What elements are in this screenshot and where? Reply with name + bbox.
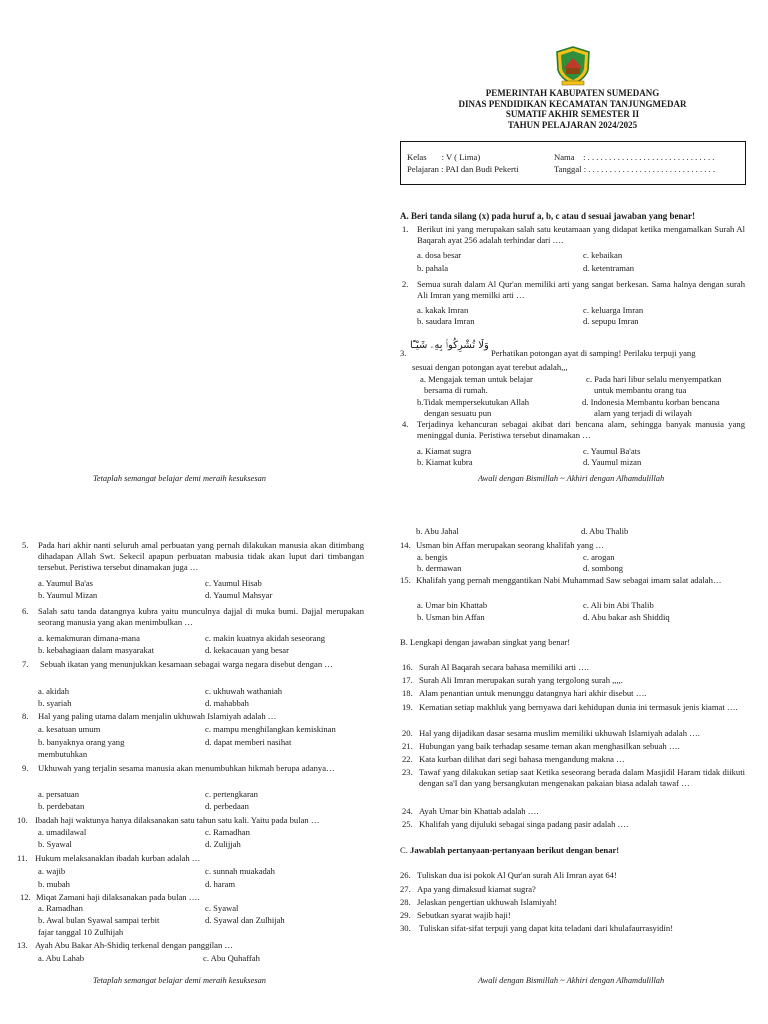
q3-option-d[interactable]: d. Indonesia Membantu korban bencana [582,397,720,407]
section-a-heading: A. Beri tanda silang (x) pada huruf a, b, c atau d sesuai jawaban yang benar! [400,211,696,221]
q6-option-c[interactable]: c. makin kuatnya akidah seseorang [205,633,326,643]
q15-option-c[interactable]: c. Ali bin Abi Thalib [583,600,654,610]
q7-option-b[interactable]: b. syariah [38,698,72,708]
q13-option-c[interactable]: c. Abu Quhaffah [203,953,260,963]
q19-text: Kematian setiap makhluk yang bernyawa dari kehidupan dunia ini termasuk jenis kiamat …. [419,702,738,712]
q14-option-c[interactable]: c. arogan [583,552,615,562]
q3-number: 3. [400,348,407,358]
q4-option-d[interactable]: d. Yaumul mizan [583,457,642,467]
q3-option-a[interactable]: a. Mengajak teman untuk belajar [420,374,533,384]
q3-text-line-1: Perhatikan potongan ayat di samping! Perilaku terpuji yang [491,348,696,358]
q11-option-a[interactable]: a. wajib [38,866,66,876]
q3-option-c[interactable]: c. Pada hari libur selalu menyempatkan [586,374,722,384]
q17-number: 17. [402,675,413,685]
q9-option-b[interactable]: b. perdebatan [38,801,85,811]
q1-option-a[interactable]: a. dosa besar [417,250,462,260]
q27-number: 27. [400,884,411,894]
header-line-2: DINAS PENDIDIKAN KECAMATAN TANJUNGMEDAR [458,98,687,109]
q3-option-b[interactable]: b.Tidak mempersekutukan Allah [417,397,530,407]
q4-option-c[interactable]: c. Yaumul Ba'ats [583,446,641,456]
q10-text: Ibadah haji waktunya hanya dilaksanakan satu tahun satu kali. Yaitu pada bulan … [35,815,320,825]
header-line-3: SUMATIF AKHIR SEMESTER II [505,109,640,119]
q7-option-d[interactable]: d. mahabbah [205,698,249,708]
q12-number: 12. [20,892,31,902]
q9-option-a[interactable]: a. persatuan [38,789,80,799]
q8-option-d[interactable]: d. dapat memberi nasihat [205,737,292,747]
q28-text: Jelaskan pengertian ukhuwah Islamiyah! [417,897,558,907]
q5-option-a[interactable]: a. Yaumul Ba'as [38,578,94,588]
q15-option-d[interactable]: d. Abu bakar ash Shiddiq [583,612,670,622]
q4-option-a[interactable]: a. Kiamat sugra [417,446,472,456]
q7-option-a[interactable]: a. akidah [38,686,70,696]
q24-number: 24. [402,806,413,816]
q14-option-a[interactable]: a. bengis [417,552,448,562]
q15-number: 15. [400,575,411,585]
q2-number: 2. [402,279,409,289]
q9-option-d[interactable]: d. perbedaan [205,801,249,811]
q4-text: Terjadinya kehancuran sebagai akibat dari bencana alam, sehingga banyak manusia yang meninggal dunia. Peristiwa tersebut dinamakan … [417,419,745,441]
q22-number: 22. [402,754,413,764]
q9-number: 9. [22,763,29,773]
q18-number: 18. [402,688,413,698]
q13-number: 13. [17,940,28,950]
q10-number: 10. [17,815,28,825]
header-line-4: TAHUN PELAJARAN 2024/2025 [507,119,638,130]
q10-option-d[interactable]: d. Zulijjah [205,839,241,849]
q3-option-c-cont: untuk membantu orang tua [594,385,687,395]
q6-option-a[interactable]: a. kemakmuran dimana-mana [38,633,140,643]
q1-option-b[interactable]: b. pahala [417,263,449,273]
q5-number: 5. [22,540,29,550]
q20-number: 20. [402,728,413,738]
section-b-heading: B. Lengkapi dengan jawaban singkat yang benar! [400,637,571,647]
section-c-title: Jawablah pertanyaan-pertanyaan berikut dengan benar! [410,845,620,855]
q5-option-b[interactable]: b. Yaumul Mizan [38,590,98,600]
q16-text: Surah Al Baqarah secara bahasa memiliki arti …. [419,662,589,672]
q26-text: Tuliskan dua isi pokok Al Qur'an surah Ali Imran ayat 64! [417,870,617,880]
q3-text-line-2: sesuai dengan potongan ayat terebut adalah,,, [412,362,568,372]
nama-field[interactable]: Nama : . . . . . . . . . . . . . . . . . . . . . . . . . . . . . . [554,152,715,162]
footer-left-motto-bottom: Tetaplah semangat belajar demi meraih kesuksesan [93,976,266,985]
q3-arabic-verse: وَلَا تُشْرِكُوا۟ بِهِۦ شَيْـًٔا [410,340,489,351]
q2-option-b[interactable]: b. saudara Imran [417,316,475,326]
q22-text: Kata kurban dilihat dari segi bahasa mengandung makna … [419,754,625,764]
q14-text: Usman bin Affan merupakan seorang khalifah yang … [416,540,605,550]
kabupaten-sumedang-logo [555,46,591,86]
q21-text: Hubungan yang baik terhadap sesame teman akan menghasilkan sebuah …. [419,741,680,751]
section-c-letter: C. [400,845,411,855]
q10-option-c[interactable]: c. Ramadhan [205,827,250,837]
q8-option-c[interactable]: c. mampu menghilangkan kemiskinan [205,724,336,734]
q1-text: Berikut ini yang merupakan salah satu keutamaan yang didapat ketika mengamalkan Surah Al Baqarah ayat 256 adalah terhindar dari …. [417,224,745,246]
header-line-1: PEMERINTAH KABUPATEN SUMEDANG [485,88,660,98]
q10-option-b[interactable]: b. Syawal [38,839,72,849]
q4-option-b[interactable]: b. Kiamat kubra [417,457,473,467]
q5-option-d[interactable]: d. Yaumul Mahsyar [205,590,273,600]
q6-option-b[interactable]: b. kebahagiaan dalam masyarakat [38,645,154,655]
q4-number: 4. [402,419,409,429]
q29-text: Sebutkan syarat wajib haji! [417,910,511,920]
q7-option-c[interactable]: c. ukhuwah wathaniah [205,686,283,696]
q5-text: Pada hari akhir nanti seluruh amal perbuatan yang pernah dilakukan manusia akan ditimbang dihadapan Allah Swt. Sekecil apapun perbuatan mabusia tidak akan luput dari timbangan tersebut. Peristiwa tersebut dinamakan juga … [38,540,364,573]
q12-text: Miqat Zamani haji dilaksanakan pada bulan …. [36,892,200,902]
q17-text: Surah Ali Imran merupakan surah yang tergolong surah ,,,,. [419,675,623,685]
q21-number: 21. [402,741,413,751]
q28-number: 28. [400,897,411,907]
q12-option-b[interactable]: b. Awal bulan Syawal sampai terbit [38,915,160,925]
section-c-heading [400,845,619,856]
q8-option-b-cont: membutuhkan [38,749,88,759]
q14-number: 14. [400,540,411,550]
q13-option-a[interactable]: a. Abu Lahab [38,953,85,963]
q1-option-d[interactable]: d. ketentraman [583,263,635,273]
q3-option-a-cont: bersama di rumah. [424,385,488,395]
q25-number: 25. [402,819,413,829]
q9-option-c[interactable]: c. pertengkaran [205,789,258,799]
q16-number: 16. [402,662,413,672]
q6-number: 6. [22,606,29,616]
tanggal-field[interactable]: Tanggal : . . . . . . . . . . . . . . . . . . . . . . . . . . . . . . [554,164,715,174]
q15-text: Khalifah yang pernah menggantikan Nabi Muhammad Saw sebagai imam salat adalah… [416,575,722,585]
q30-number: 30. [400,923,411,933]
q18-text: Alam penantian untuk menunggu datangnya hari akhir disebut …. [419,688,647,698]
q26-number: 26. [400,870,411,880]
q9-text: Ukhuwah yang terjalin sesama manusia akan menumbuhkan hikmah berupa adanya… [38,763,335,773]
q12-option-d[interactable]: d. Syawal dan Zulhijah [205,915,285,925]
q2-option-d[interactable]: d. sepupu Imran [583,316,639,326]
q25-text: Khalifah yang dijuluki sebagai singa padang pasir adalah …. [419,819,629,829]
q29-number: 29. [400,910,411,920]
q6-text: Salah satu tanda datangnya kubra yaitu munculnya dajjal di muka bumi. Dajjal merupakan seorang manusia yang akan menimbulkan … [38,606,364,628]
q15-option-b[interactable]: b. Usman bin Affan [417,612,485,622]
q12-option-a[interactable]: a. Ramadhan [38,903,83,913]
q2-option-a[interactable]: a. kakak Imran [417,305,469,315]
q10-option-a[interactable]: a. umadilawal [38,827,87,837]
pelajaran-field: Pelajaran : PAI dan Budi Pekerti [407,164,519,174]
q2-text: Semua surah dalam Al Qur'an memiliki arti yang sangat berkesan. Sama halnya dengan surah Ali Imran yang memilki arti … [417,279,745,301]
q12-option-c[interactable]: c. Syawal [205,903,239,913]
q13-option-d[interactable]: d. Abu Thalib [581,526,629,536]
q15-option-a[interactable]: a. Umar bin Khattab [417,600,488,610]
q5-option-c[interactable]: c. Yaumul Hisab [205,578,262,588]
q14-option-b[interactable]: b. dermawan [417,563,462,573]
q11-option-d[interactable]: d. haram [205,879,236,889]
q27-text: Apa yang dimaksud kiamat sugra? [417,884,536,894]
q8-option-a[interactable]: a. kesatuan umum [38,724,101,734]
q2-option-c[interactable]: c. keluarga Imran [583,305,644,315]
q23-number: 23. [402,767,413,777]
q23-text: Tawaf yang dilakukan setiap saat Ketika seseorang berada dalam Masjidil Haram tidak diikuti dengan sa'I dan yang bersangkutan mengenakan pakaian biasa adalah tawaf … [419,767,745,789]
q14-option-d[interactable]: d. sombong [583,563,624,573]
q19-number: 19. [402,702,413,712]
q11-option-b[interactable]: b. mubah [38,879,70,889]
q30-text: Tuliskan sifat-sifat terpuji yang dapat kita teladani dari khulafaurrasyidin! [419,923,674,933]
q7-text: Sebuah ikatan yang menunjukkan kesamaan sebagai warga negara disebut dengan … [40,659,333,669]
q12-option-b-cont: fajar tanggal 10 Zulhijah [38,927,124,937]
school-header [400,88,745,130]
q13-option-b[interactable]: b. Abu Jahal [416,526,459,536]
q7-number: 7. [22,659,29,669]
footer-right-motto-top: Awali dengan Bismillah ~ Akhiri dengan Alhamdulillah [478,474,665,483]
q20-text: Hal yang dijadikan dasar sesama muslim memiliki ukhuwah Islamiyah adalah …. [419,728,700,738]
q3-option-d-cont: alam yang terjadi di wilayah [594,408,692,418]
q3-option-b-cont: dengan sesuatu pun [424,408,492,418]
q8-option-b[interactable]: b. banyaknya orang yang [38,737,125,747]
q11-number: 11. [17,853,28,863]
kelas-field: Kelas : V ( Lima) [407,152,481,162]
footer-left-motto-top: Tetaplah semangat belajar demi meraih kesuksesan [93,474,266,483]
q1-option-c[interactable]: c. kebaikan [583,250,623,260]
q8-number: 8. [22,711,29,721]
q24-text: Ayah Umar bin Khattab adalah …. [419,806,539,816]
student-identity-box [400,141,746,185]
q11-option-c[interactable]: c. sunnah muakadah [205,866,275,876]
q1-number: 1. [402,224,409,234]
q6-option-d[interactable]: d. kekacauan yang besar [205,645,289,655]
q8-text: Hal yang paling utama dalam menjalin ukhuwah Islamiyah adalah … [38,711,277,721]
footer-right-motto-bottom: Awali dengan Bismillah ~ Akhiri dengan Alhamdulillah [478,976,665,985]
q13-text: Ayah Abu Bakar Ah-Shidiq terkenal dengan panggilan … [35,940,234,950]
q11-text: Hukum melaksanaklan ibadah kurban adalah … [35,853,201,863]
